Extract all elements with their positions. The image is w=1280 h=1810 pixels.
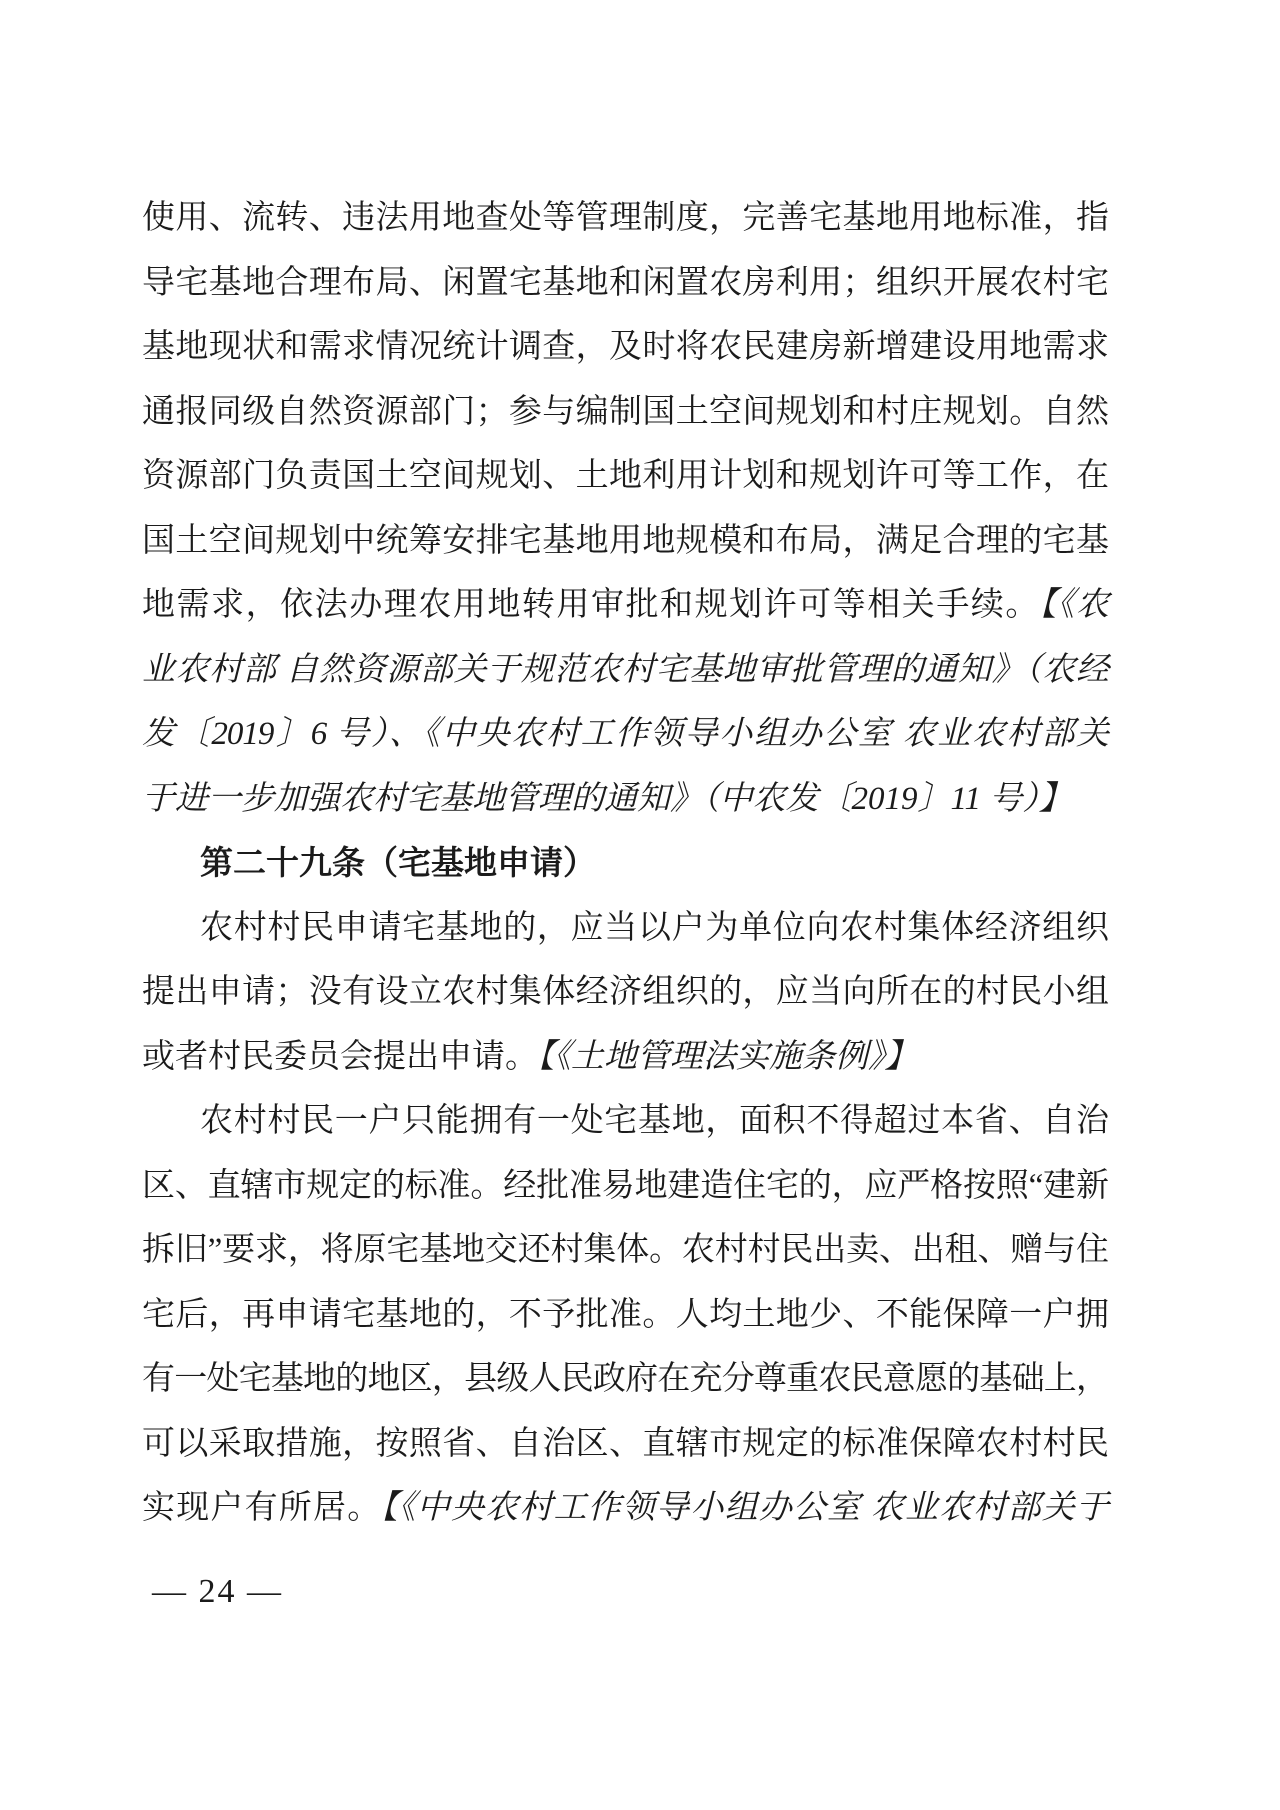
- text-line: 农村村民一户只能拥有一处宅基地，面积不得超过本省、自治: [200, 1103, 1108, 1139]
- text-line: 可以采取措施，按照省、自治区、直辖市规定的标准保障农村村民: [142, 1425, 1108, 1462]
- text-line: [142, 1476, 1108, 1541]
- line-text: 或者村民委员会提出申请。: [142, 1038, 538, 1075]
- text-line: 资源部门负责国土空间规划、土地利用计划和规划许可等工作，在: [142, 458, 1108, 494]
- text-line: [142, 573, 1108, 638]
- text-line: 通报同级自然资源部门；参与编制国土空间规划和村庄规划。自然: [142, 393, 1108, 430]
- text-line: 区、直辖市规定的标准。经批准易地建造住宅的，应严格按照“建新: [142, 1167, 1108, 1204]
- citation-line: 发〔2019〕6 号）、《中央农村工作领导小组办公室 农业农村部关: [142, 716, 1109, 752]
- citation-line: 业农村部 自然资源部关于规范农村宅基地审批管理的通知》（农经: [142, 651, 1108, 688]
- document-body: [142, 186, 1108, 1541]
- citation-text: 【《中央农村工作领导小组办公室 农业农村部关于: [381, 1490, 1109, 1526]
- text-line: 有一处宅基地的地区，县级人民政府在充分尊重农民意愿的基础上，: [142, 1361, 1108, 1397]
- citation-line: 于进一步加强农村宅基地管理的通知》（中农发〔2019〕11 号）】: [142, 780, 1072, 817]
- text-line: 基地现状和需求情况统计调查，及时将农民建房新增建设用地需求: [142, 329, 1108, 365]
- page-number: — 24 —: [152, 1573, 283, 1610]
- text-line: 国土空间规划中统筹安排宅基地用地规模和布局，满足合理的宅基: [142, 522, 1108, 559]
- text-line: 使用、流转、违法用地查处等管理制度，完善宅基地用地标准，指: [142, 200, 1108, 236]
- text-line: 宅后，再申请宅基地的，不予批准。人均土地少、不能保障一户拥: [142, 1296, 1108, 1333]
- citation-text: 【《农: [1039, 587, 1109, 623]
- text-line: [142, 1025, 1108, 1090]
- citation-text: 【《土地管理法实施条例》】: [538, 1038, 918, 1075]
- text-line: 导宅基地合理布局、闲置宅基地和闲置农房利用；组织开展农村宅: [142, 264, 1108, 301]
- line-text: 地需求，依法办理农用地转用审批和规划许可等相关手续。: [142, 587, 1040, 623]
- text-line: 拆旧”要求，将原宅基地交还村集体。农村村民出卖、出租、赠与住: [142, 1232, 1108, 1268]
- text-line: 农村村民申请宅基地的，应当以户为单位向农村集体经济组织: [200, 909, 1108, 946]
- text-line: 提出申请；没有设立农村集体经济组织的，应当向所在的村民小组: [142, 974, 1108, 1010]
- article-heading: 第二十九条（宅基地申请）: [200, 844, 596, 881]
- line-text: 实现户有所居。: [142, 1490, 382, 1526]
